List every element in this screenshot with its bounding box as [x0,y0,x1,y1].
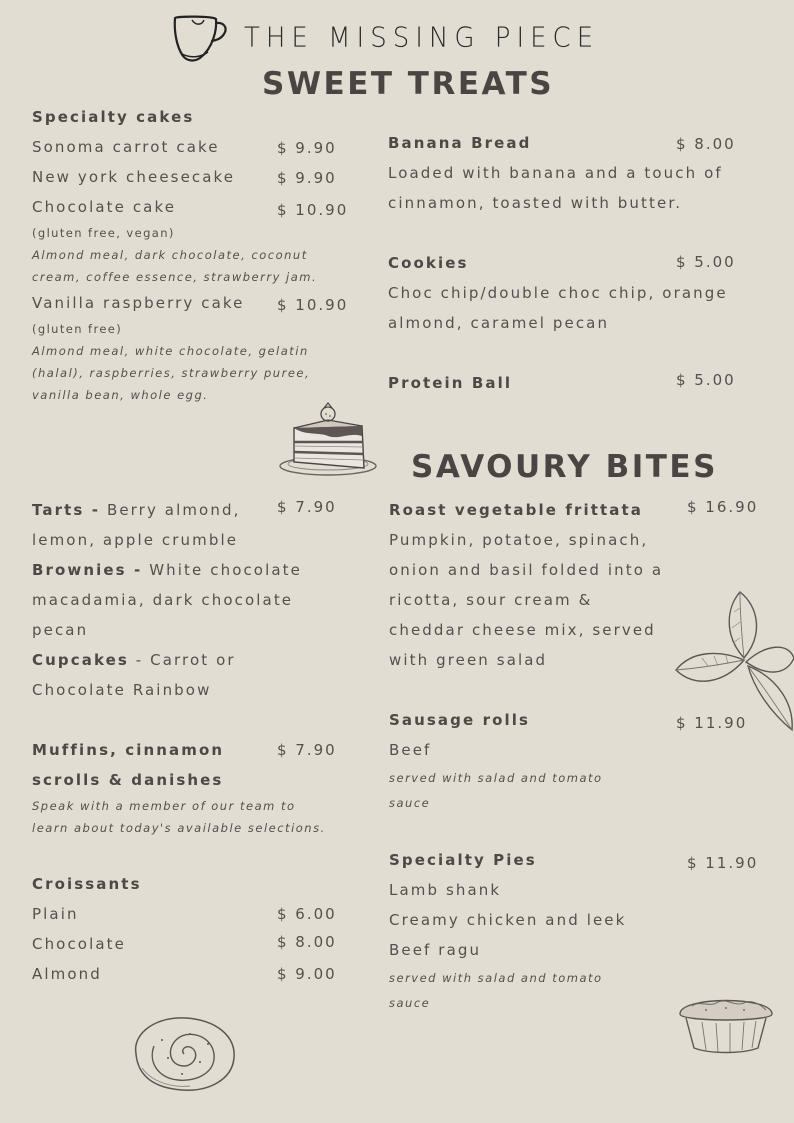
croissants-heading: Croissants [32,875,142,893]
menu-item-name: Almond [32,965,102,983]
specialty-pies-note: served with salad and tomato [389,971,603,985]
cupcakes-description: - Carrot or [135,651,236,669]
sausage-rolls-price: $ 11.90 [676,714,748,732]
tarts-label: Tarts - [32,501,101,519]
menu-item-description: vanilla bean, whole egg. [32,388,209,402]
cookies-description: Choc chip/double choc chip, orange [388,284,728,302]
tarts-description: Berry almond, [106,501,241,519]
menu-item-price: $ 9.00 [277,965,337,983]
menu-item-description: Almond meal, white chocolate, gelatin [32,344,309,358]
brownies-description: pecan [32,621,89,639]
frittata-description: onion and basil folded into a [389,561,664,579]
cupcakes-line [32,651,236,669]
muffins-description: learn about today's available selections. [32,821,326,835]
menu-item-price: $ 9.90 [277,139,337,157]
menu-item-note: (gluten free) [32,322,123,336]
cake-slice-illustration-icon [276,402,382,482]
banana-bread-name: Banana Bread [388,134,532,152]
menu-item-price: $ 10.90 [277,296,349,314]
protein-ball-price: $ 5.00 [676,371,736,389]
muffins-heading: Muffins, cinnamon [32,741,225,759]
muffins-heading: scrolls & danishes [32,771,224,789]
pie-variant: Creamy chicken and leek [389,911,627,929]
pie-variant: Lamb shank [389,881,502,899]
brand-name: THE MISSING PIECE [244,22,600,54]
sausage-rolls-note: sauce [389,796,431,810]
brownies-line [32,561,302,579]
frittata-description: cheddar cheese mix, served [389,621,656,639]
banana-bread-price: $ 8.00 [676,135,736,153]
sausage-rolls-variant: Beef [389,741,432,759]
coffee-cup-logo-icon [172,14,232,66]
menu-item-note: (gluten free, vegan) [32,226,175,240]
tarts-price: $ 7.90 [277,498,337,516]
menu-item-description: Almond meal, dark chocolate, coconut [32,248,308,262]
cookies-price: $ 5.00 [676,253,736,271]
tarts-description: lemon, apple crumble [32,531,239,549]
basil-leaves-illustration-icon [674,588,794,734]
sausage-rolls-note: served with salad and tomato [389,771,603,785]
menu-item-price: $ 6.00 [277,905,337,923]
menu-item-name: Vanilla raspberry cake [32,294,245,312]
frittata-description: Pumpkin, potatoe, spinach, [389,531,649,549]
frittata-price: $ 16.90 [687,498,759,516]
specialty-cakes-heading: Specialty cakes [32,108,195,126]
sweet-treats-title: SWEET TREATS [262,66,555,102]
muffins-price: $ 7.90 [277,741,337,759]
brownies-description: White chocolate [149,561,302,579]
specialty-pies-name: Specialty Pies [389,851,537,869]
banana-bread-description: Loaded with banana and a touch of [388,164,723,182]
menu-item-price: $ 10.90 [277,201,349,219]
cookies-description: almond, caramel pecan [388,314,610,332]
cupcakes-description: Chocolate Rainbow [32,681,212,699]
frittata-name: Roast vegetable frittata [389,501,643,519]
banana-bread-description: cinnamon, toasted with butter. [388,194,683,212]
protein-ball-name: Protein Ball [388,374,513,392]
specialty-pies-note: sauce [389,996,431,1010]
savoury-bites-title: SAVOURY BITES [411,449,718,485]
brownies-label: Brownies - [32,561,143,579]
frittata-description: ricotta, sour cream & [389,591,593,609]
cookies-name: Cookies [388,254,469,272]
specialty-pies-price: $ 11.90 [687,854,759,872]
cinnamon-scroll-illustration-icon [128,1010,240,1096]
menu-item-name: Chocolate cake [32,198,177,216]
frittata-description: with green salad [389,651,548,669]
menu-item-description: cream, coffee essence, strawberry jam. [32,270,318,284]
menu-item-price: $ 9.90 [277,169,337,187]
pie-variant: Beef ragu [389,941,482,959]
menu-item-price: $ 8.00 [277,933,337,951]
cupcakes-label: Cupcakes [32,651,129,669]
sausage-rolls-name: Sausage rolls [389,711,531,729]
menu-item-name: Sonoma carrot cake [32,138,220,156]
menu-item-description: (halal), raspberries, strawberry puree, [32,366,311,380]
tarts-line [32,501,240,519]
menu-item-name: New york cheesecake [32,168,236,186]
brownies-description: macadamia, dark chocolate [32,591,294,609]
muffins-description: Speak with a member of our team to [32,799,296,813]
menu-item-name: Chocolate [32,935,126,953]
pie-illustration-icon [676,988,776,1056]
menu-item-name: Plain [32,905,79,923]
